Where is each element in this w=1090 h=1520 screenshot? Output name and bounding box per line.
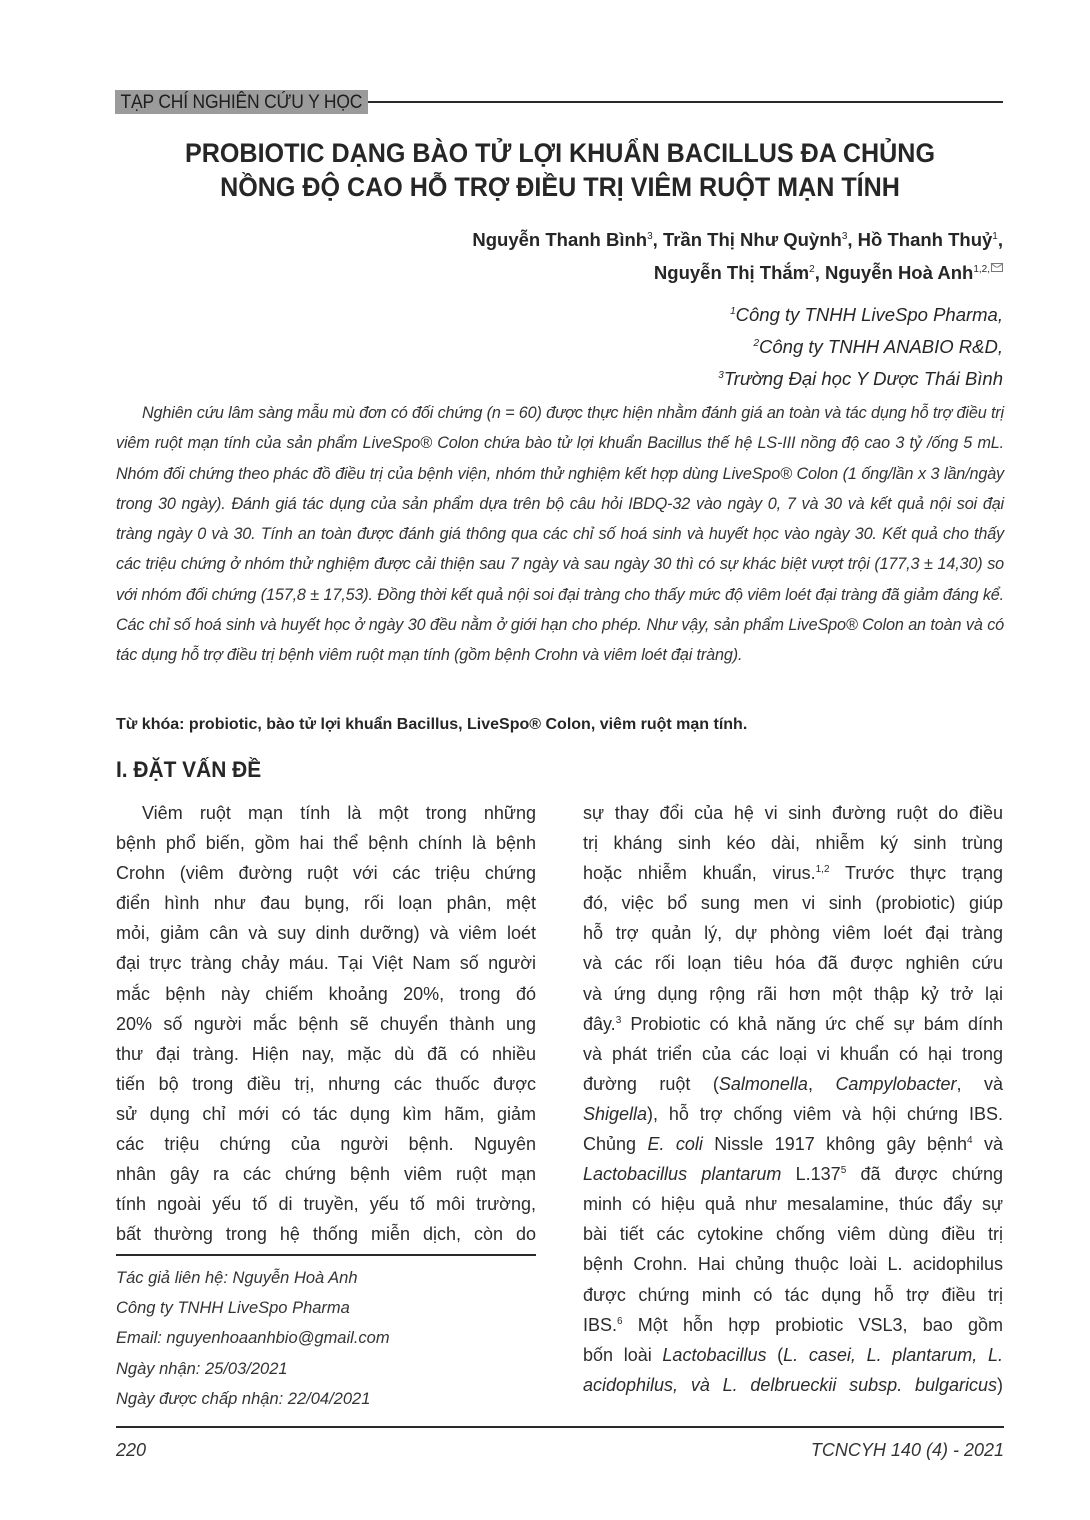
body-line: bệnh Crohn. Hai chủng thuộc loài L. acidophilus xyxy=(583,1254,1003,1275)
affiliation-item xyxy=(403,329,1003,361)
footer-rule xyxy=(116,1426,1004,1428)
correspondence-footnote xyxy=(116,1263,536,1414)
body-line: Lactobacillus plantarum L.137$^5$ đã được chứng xyxy=(583,1164,1003,1185)
body-line: Viêm ruột mạn tính là một trong những xyxy=(142,803,536,823)
body-line: mắc bệnh này chiếm khoảng 20%, trong đó xyxy=(116,983,536,1004)
author-separator: , xyxy=(847,229,858,250)
body-line: và các rối loạn tiêu hóa đã được nghiên cứu xyxy=(583,953,1003,974)
body-line: Chủng E. coli Nissle 1917 không gây bệnh$^4$ và xyxy=(583,1134,1004,1155)
body-line: đại trực tràng chảy máu. Tại Việt Nam số người xyxy=(116,953,536,974)
date-accepted: Ngày được chấp nhận: 22/04/2021 xyxy=(116,1389,371,1408)
body-line: sự thay đổi của hệ vi sinh đường ruột do điều xyxy=(583,803,1003,823)
affiliation-sup: 2 xyxy=(753,338,760,349)
date-received: Ngày nhận: 25/03/2021 xyxy=(116,1359,288,1378)
keywords: Từ khóa: probiotic, bào tử lợi khuẩn Bacillus, LiveSpo® Colon, viêm ruột mạn tính. xyxy=(116,716,748,733)
body-column-left xyxy=(116,798,536,1249)
affiliation-sup: 1 xyxy=(730,306,736,317)
body-line: hỗ trợ quản lý, dự phòng viêm loét đại tràng xyxy=(583,923,1003,944)
corresponding-org: Công ty TNHH LiveSpo Pharma xyxy=(116,1299,350,1318)
affiliation-text: Công ty TNHH LiveSpo Pharma, xyxy=(735,304,1003,325)
corresponding-author-name: Nguyễn Hoà Anh xyxy=(824,262,974,283)
body-line: hoặc nhiễm khuẩn, virus.$^{1,2}$ Trước thực trạng xyxy=(583,863,1003,884)
citation-sup: 1,2 xyxy=(815,864,830,876)
author-affil-sup: 2 xyxy=(809,264,815,275)
body-line: thư đại tràng. Hiện nay, mặc dù đã có nhiều xyxy=(116,1043,536,1064)
citation-sup: 3 xyxy=(615,1014,622,1026)
affiliation-text: Trường Đại học Y Dược Thái Bình xyxy=(723,368,1003,389)
author-name: Nguyễn Thanh Bình xyxy=(472,229,648,250)
author-affil-sup: 1 xyxy=(992,231,998,242)
header-rule xyxy=(366,101,1003,103)
citation-sup: 6 xyxy=(617,1315,623,1327)
body-line: Shigella), hỗ trợ chống viêm và hội chứng IBS. xyxy=(583,1103,1003,1124)
title-line-2: NỒNG ĐỘ CAO HỖ TRỢ ĐIỀU TRỊ VIÊM RUỘT MẠN TÍNH xyxy=(220,172,900,202)
title-line-1: PROBIOTIC DẠNG BÀO TỬ LỢI KHUẨN BACILLUS ĐA CHỦNG xyxy=(185,138,935,168)
body-line: IBS.$^6$ Một hỗn hợp probiotic VSL3, bao gồm xyxy=(583,1314,1003,1335)
body-line: bài tiết các cytokine chống viêm dùng điều trị xyxy=(583,1224,1003,1245)
body-line: Crohn (viêm đường ruột với các triệu chứng xyxy=(116,863,536,884)
body-column-right xyxy=(583,798,1003,1400)
citation-sup: 4 xyxy=(967,1135,973,1147)
corresponding-author: Tác giả liên hệ: Nguyễn Hoà Anh xyxy=(116,1269,358,1287)
body-line: 20% số người mắc bệnh sẽ chuyển thành ung xyxy=(116,1013,536,1034)
corresponding-email: Email: nguyenhoaanhbio@gmail.com xyxy=(116,1329,390,1348)
author-name: Hồ Thanh Thuỷ xyxy=(857,229,993,250)
body-line: trị kháng sinh kéo dài, nhiễm ký sinh trùng xyxy=(583,833,1003,854)
body-line: bệnh phổ biến, gồm hai thể bệnh chính là bệnh xyxy=(116,833,536,854)
affiliation-sup: 3 xyxy=(718,370,724,381)
author-name: Trần Thị Như Quỳnh xyxy=(662,229,842,250)
affiliation-text: Công ty TNHH ANABIO R&D, xyxy=(759,336,1003,357)
envelope-icon xyxy=(991,263,1003,272)
journal-header xyxy=(115,90,1003,114)
author-separator: , xyxy=(814,262,825,283)
author-separator: , xyxy=(652,229,663,250)
author-affil-sup: 1,2, xyxy=(973,264,990,275)
body-line: tiến bộ trong điều trị, nhưng các thuốc được xyxy=(116,1073,536,1094)
affiliation-list xyxy=(403,297,1003,393)
abstract: Nghiên cứu lâm sàng mẫu mù đơn có đối chứng (n = 60) được thực hiện nhằm đánh giá an toàn và tác dụng hỗ trợ điều trị viêm ruột mạn tính của sản phẩm LiveSpo® Colon chứa bào tử lợi khuẩn Bacillus thế hệ LS-III nồng độ cao 3 tỷ /ống 5 mL. Nhóm đối chứng theo phác đồ điều trị của bệnh viện, nhóm thử nghiệm kết hợp dùng LiveSpo® Colon (1 ống/lần x 3 lần/ngày trong 30 ngày). Đánh giá tác dụng của sản phẩm dựa trên bộ câu hỏi IBDQ-32 vào ngày 0, 7 và 30 và kết quả nội soi đại tràng ngày 0 và 30. Tính an toàn được đánh giá thông qua các chỉ số hoá sinh và huyết học vào ngày 30. Kết quả cho thấy các triệu chứng ở nhóm thử nghiệm được cải thiện sau 7 ngày và sau ngày 30 thì có sự khác biệt vượt trội (177,3 ± 14,30) so với nhóm đối chứng (157,8 ± 17,53). Đồng thời kết quả nội soi đại tràng cho thấy mức độ viêm loét đại tràng đã giảm đáng kể. Các chỉ số hoá sinh và huyết học ở ngày 30 đều nằm ở giới hạn cho phép. Như vậy, sản phẩm LiveSpo® Colon an toàn và có tác dụng hỗ trợ điều trị bệnh viêm ruột mạn tính (gồm bệnh Crohn và viêm loét đại tràng). xyxy=(116,404,1004,665)
affiliation-item xyxy=(403,297,1003,329)
body-line: đây.$^3$ Probiotic có khả năng ức chế sự bám dính xyxy=(583,1013,1003,1034)
body-line: được chứng minh có tác dụng hỗ trợ điều trị xyxy=(583,1284,1003,1305)
author-list xyxy=(303,222,1003,288)
body-line: minh có hiệu quả như mesalamine, thúc đẩy sự xyxy=(583,1194,1003,1215)
body-line: mỏi, giảm cân và suy dinh dưỡng) và viêm loét xyxy=(116,923,536,944)
author-affil-sup: 3 xyxy=(647,231,653,242)
body-line: bất thường trong hệ thống miễn dịch, còn do xyxy=(116,1224,536,1245)
body-line: đường ruột (Salmonella, Campylobacter, và xyxy=(583,1073,1003,1094)
body-line: và ứng dụng rộng rãi hơn một thập kỷ trở lại xyxy=(583,983,1003,1004)
journal-issue: TCNCYH 140 (4) - 2021 xyxy=(810,1440,1004,1460)
author-affil-sup: 3 xyxy=(841,231,848,242)
author-separator: , xyxy=(997,229,1003,250)
body-line: điển hình như đau bụng, rối loạn phân, mệt xyxy=(116,893,536,914)
author-name: Nguyễn Thị Thắm xyxy=(653,262,810,283)
body-line: tính ngoài yếu tố di truyền, yếu tố môi trường, xyxy=(116,1194,536,1215)
body-line: sử dụng chỉ mới có tác dụng kìm hãm, giảm xyxy=(116,1103,536,1124)
section-heading: I. ĐẶT VẤN ĐỀ xyxy=(116,757,262,782)
article-title xyxy=(100,136,1020,204)
affiliation-item xyxy=(403,361,1003,393)
body-line: và phát triển của các loại vi khuẩn có hại trong xyxy=(583,1043,1003,1064)
body-line: bốn loài Lactobacillus (L. casei, L. plantarum, L. xyxy=(583,1344,1003,1365)
body-line: acidophilus, và L. delbrueckii subsp. bulgaricus) xyxy=(583,1374,1003,1395)
footnote-rule xyxy=(116,1254,536,1256)
body-line: các triệu chứng của người bệnh. Nguyên xyxy=(116,1134,536,1155)
citation-sup: 5 xyxy=(840,1165,847,1177)
page-number: 220 xyxy=(116,1440,147,1460)
body-line: nhân gây ra các chứng bệnh viêm ruột mạn xyxy=(116,1164,536,1185)
body-line: đó, việc bổ sung men vi sinh (probiotic) giúp xyxy=(583,893,1003,914)
journal-name: TẠP CHÍ NGHIÊN CỨU Y HỌC xyxy=(115,90,368,114)
